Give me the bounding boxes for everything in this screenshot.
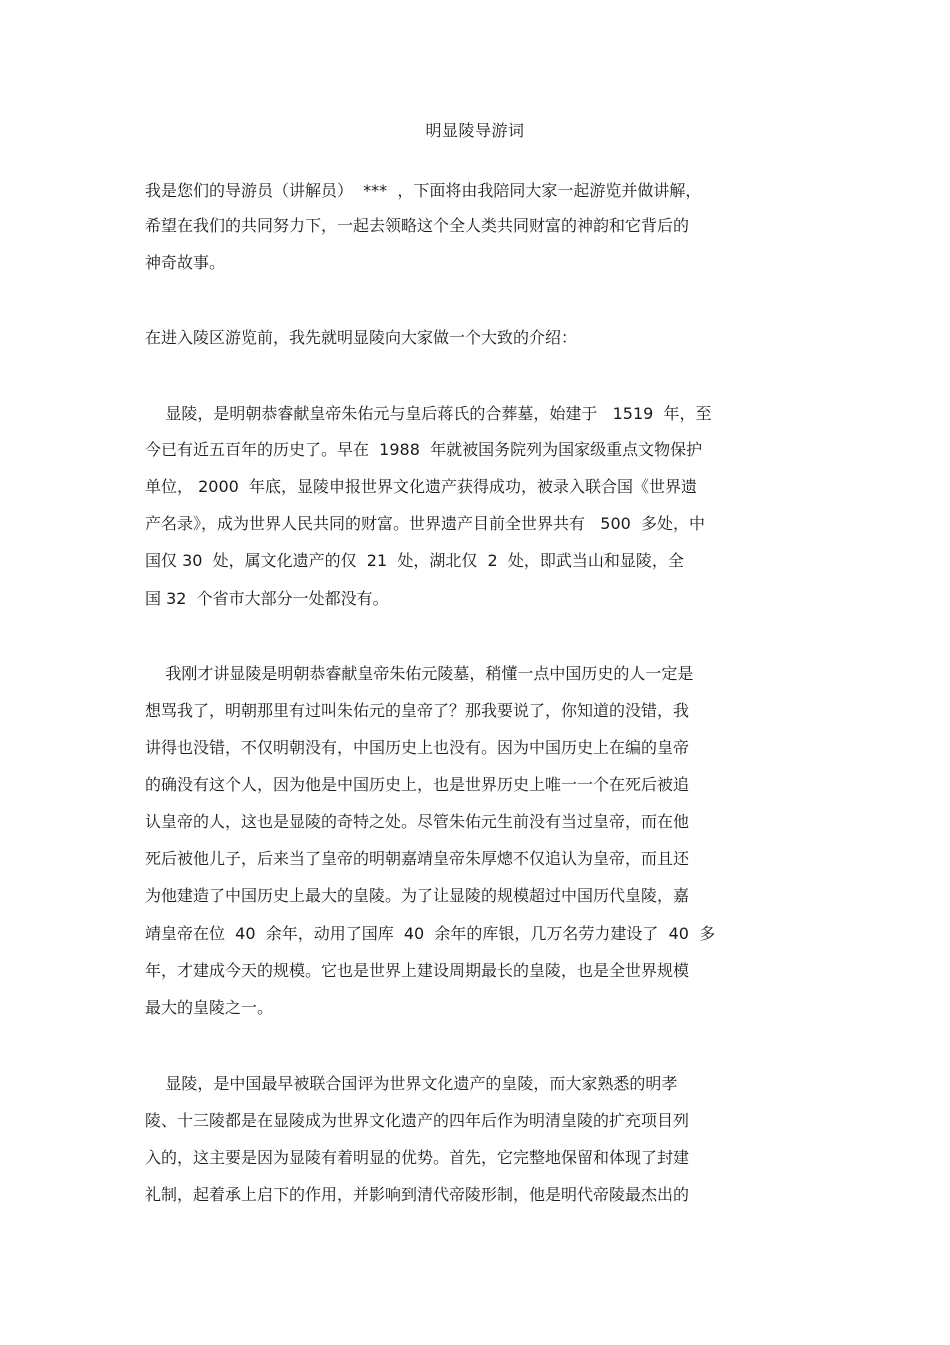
text-line: 礼制，起着承上启下的作用，并影响到清代帝陵形制，他是明代帝陵最杰出的 — [145, 1185, 690, 1204]
text-line: 陵、十三陵都是在显陵成为世界文化遗产的四年后作为明清皇陵的扩充项目列 — [145, 1111, 690, 1130]
text-line: 国 32 个省市大部分一处都没有。 — [145, 589, 389, 608]
text-line: 年，才建成今天的规模。它也是世界上建设周期最长的皇陵，也是全世界规模 — [145, 961, 690, 980]
text-line: 神奇故事。 — [145, 253, 226, 272]
text-line: 我刚才讲显陵是明朝恭睿献皇帝朱佑元陵墓，稍懂一点中国历史的人一定是 — [145, 664, 694, 683]
text-line: 显陵，是明朝恭睿献皇帝朱佑元与皇后蒋氏的合葬墓，始建于 1519 年，至 — [145, 404, 712, 423]
text-line: 靖皇帝在位 40 余年，动用了国库 40 余年的库银，几万名劳力建设了 40 多 — [145, 924, 716, 943]
text-line: 希望在我们的共同努力下，一起去领略这个全人类共同财富的神韵和它背后的 — [145, 216, 690, 235]
text-line: 讲得也没错，不仅明朝没有，中国历史上也没有。因为中国历史上在编的皇帝 — [145, 738, 690, 757]
text-line: 今已有近五百年的历史了。早在 1988 年就被国务院列为国家级重点文物保护 — [145, 440, 703, 459]
text-line: 产名录》，成为世界人民共同的财富。世界遗产目前全世界共有 500 多处，中 — [145, 514, 705, 533]
text-line: 在进入陵区游览前，我先就明显陵向大家做一个大致的介绍： — [145, 328, 578, 347]
text-line: 的确没有这个人，因为他是中国历史上，也是世界历史上唯一一个在死后被追 — [145, 775, 690, 794]
text-line: 最大的皇陵之一。 — [145, 998, 274, 1017]
document-title: 明显陵导游词 — [425, 121, 525, 140]
text-line: 国仅 30 处，属文化遗产的仅 21 处，湖北仅 2 处，即武当山和显陵，全 — [145, 551, 684, 570]
text-line: 想骂我了，明朝那里有过叫朱佑元的皇帝了？那我要说了，你知道的没错，我 — [145, 701, 690, 720]
text-line: 显陵，是中国最早被联合国评为世界文化遗产的皇陵，而大家熟悉的明孝 — [145, 1074, 678, 1093]
text-line: 死后被他儿子，后来当了皇帝的明朝嘉靖皇帝朱厚熜不仅追认为皇帝，而且还 — [145, 849, 690, 868]
text-line: 入的，这主要是因为显陵有着明显的优势。首先，它完整地保留和体现了封建 — [145, 1148, 690, 1167]
text-line: 我是您们的导游员（讲解员） *** ，下面将由我陪同大家一起游览并做讲解， — [145, 181, 702, 200]
text-line: 认皇帝的人，这也是显陵的奇特之处。尽管朱佑元生前没有当过皇帝，而在他 — [145, 812, 690, 831]
text-line: 为他建造了中国历史上最大的皇陵。为了让显陵的规模超过中国历代皇陵，嘉 — [145, 886, 690, 905]
text-line: 单位， 2000 年底，显陵申报世界文化遗产获得成功，被录入联合国《世界遗 — [145, 477, 697, 496]
